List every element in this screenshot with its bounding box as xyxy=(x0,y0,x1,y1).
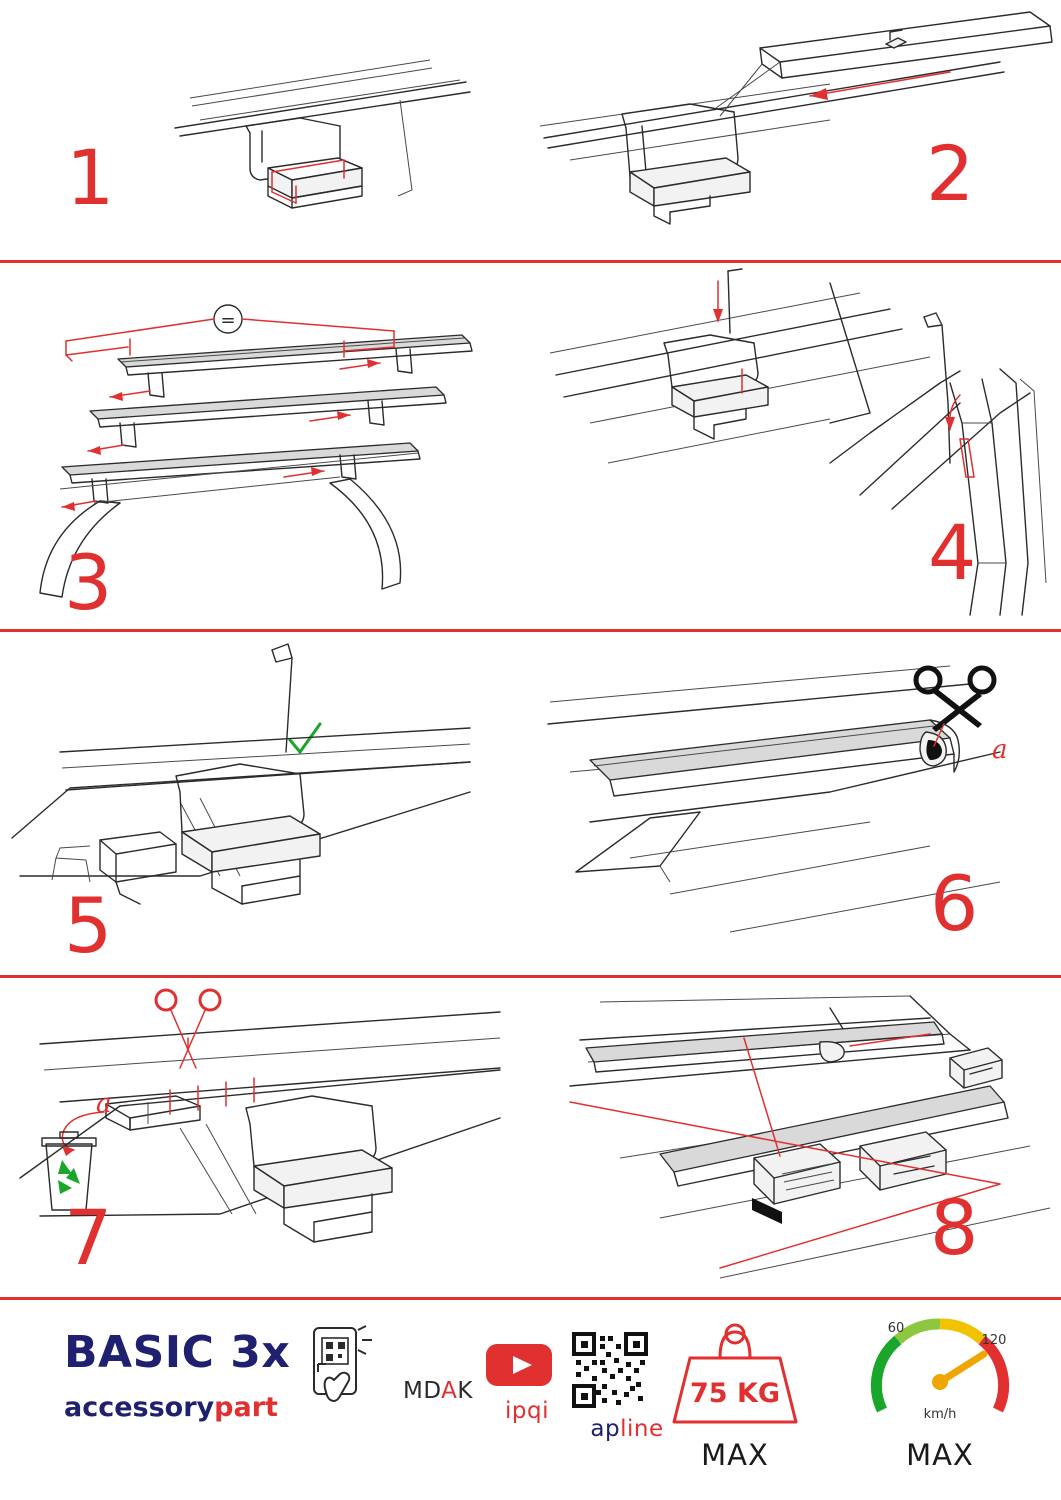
step-number-1: 1 xyxy=(66,133,115,222)
weight-icon xyxy=(660,1314,810,1432)
step-number-6: 6 xyxy=(930,859,979,948)
max-speed-label: MAX xyxy=(906,1438,974,1472)
brand-sub-second: part xyxy=(214,1392,278,1423)
max-load-value: 75 KG xyxy=(689,1378,781,1409)
qr-scan-logo xyxy=(300,1324,394,1416)
brand-title-main: BASIC 3 xyxy=(64,1327,262,1378)
step-2-illustration xyxy=(530,0,1061,260)
step-6-illustration xyxy=(530,632,1061,975)
step-number-2: 2 xyxy=(926,129,975,218)
mdak-label-b: A xyxy=(441,1378,458,1404)
step-panel-5 xyxy=(0,632,530,975)
speed-tick-max: 120 xyxy=(981,1333,1007,1348)
ipqi-label: ipqi xyxy=(505,1398,549,1424)
brand-sub-first: accessory xyxy=(64,1392,215,1423)
apline-label-a: ap xyxy=(590,1416,621,1442)
youtube-logo[interactable] xyxy=(484,1340,570,1424)
step-panel-3 xyxy=(0,263,530,629)
max-speed-block xyxy=(860,1306,1020,1472)
footer xyxy=(0,1300,1061,1500)
step-number-5: 5 xyxy=(64,881,113,970)
mdak-logo xyxy=(386,1370,490,1404)
step-4-illustration xyxy=(530,263,1061,629)
qr-code[interactable] xyxy=(572,1332,648,1408)
step-panel-2 xyxy=(530,0,1061,260)
speed-tick-min: 60 xyxy=(887,1321,905,1336)
step-panel-4 xyxy=(530,263,1061,629)
mdak-label-a: MD xyxy=(403,1378,442,1404)
mdak-label xyxy=(386,1378,490,1404)
speedometer-icon xyxy=(860,1306,1020,1432)
brand-block xyxy=(64,1328,294,1423)
brand-subtitle xyxy=(64,1392,294,1423)
youtube-icon[interactable] xyxy=(484,1340,556,1390)
part-label-a: a xyxy=(992,735,1008,765)
brand-title xyxy=(64,1328,294,1378)
part-label-a: a xyxy=(96,1089,112,1119)
max-load-label: MAX xyxy=(701,1438,769,1472)
speed-unit: km/h xyxy=(923,1407,957,1422)
equal-symbol: = xyxy=(220,310,236,331)
step-number-8: 8 xyxy=(930,1183,979,1272)
logo-row xyxy=(300,1324,664,1484)
brand-title-suffix: x xyxy=(261,1327,291,1378)
step-panel-1 xyxy=(0,0,530,260)
qr-scan-hand-icon xyxy=(300,1324,394,1416)
step-number-4: 4 xyxy=(928,508,977,597)
apline-label-b: line xyxy=(620,1416,664,1442)
scissors-icon-red xyxy=(156,990,220,1068)
step-panel-7 xyxy=(0,978,530,1297)
step-panel-8 xyxy=(530,978,1061,1297)
step-8-illustration xyxy=(530,978,1061,1297)
step-panel-6 xyxy=(530,632,1061,975)
mdak-label-c: K xyxy=(457,1378,473,1404)
step-number-3: 3 xyxy=(64,538,113,627)
max-load-block xyxy=(660,1314,810,1472)
step-number-7: 7 xyxy=(64,1193,113,1282)
